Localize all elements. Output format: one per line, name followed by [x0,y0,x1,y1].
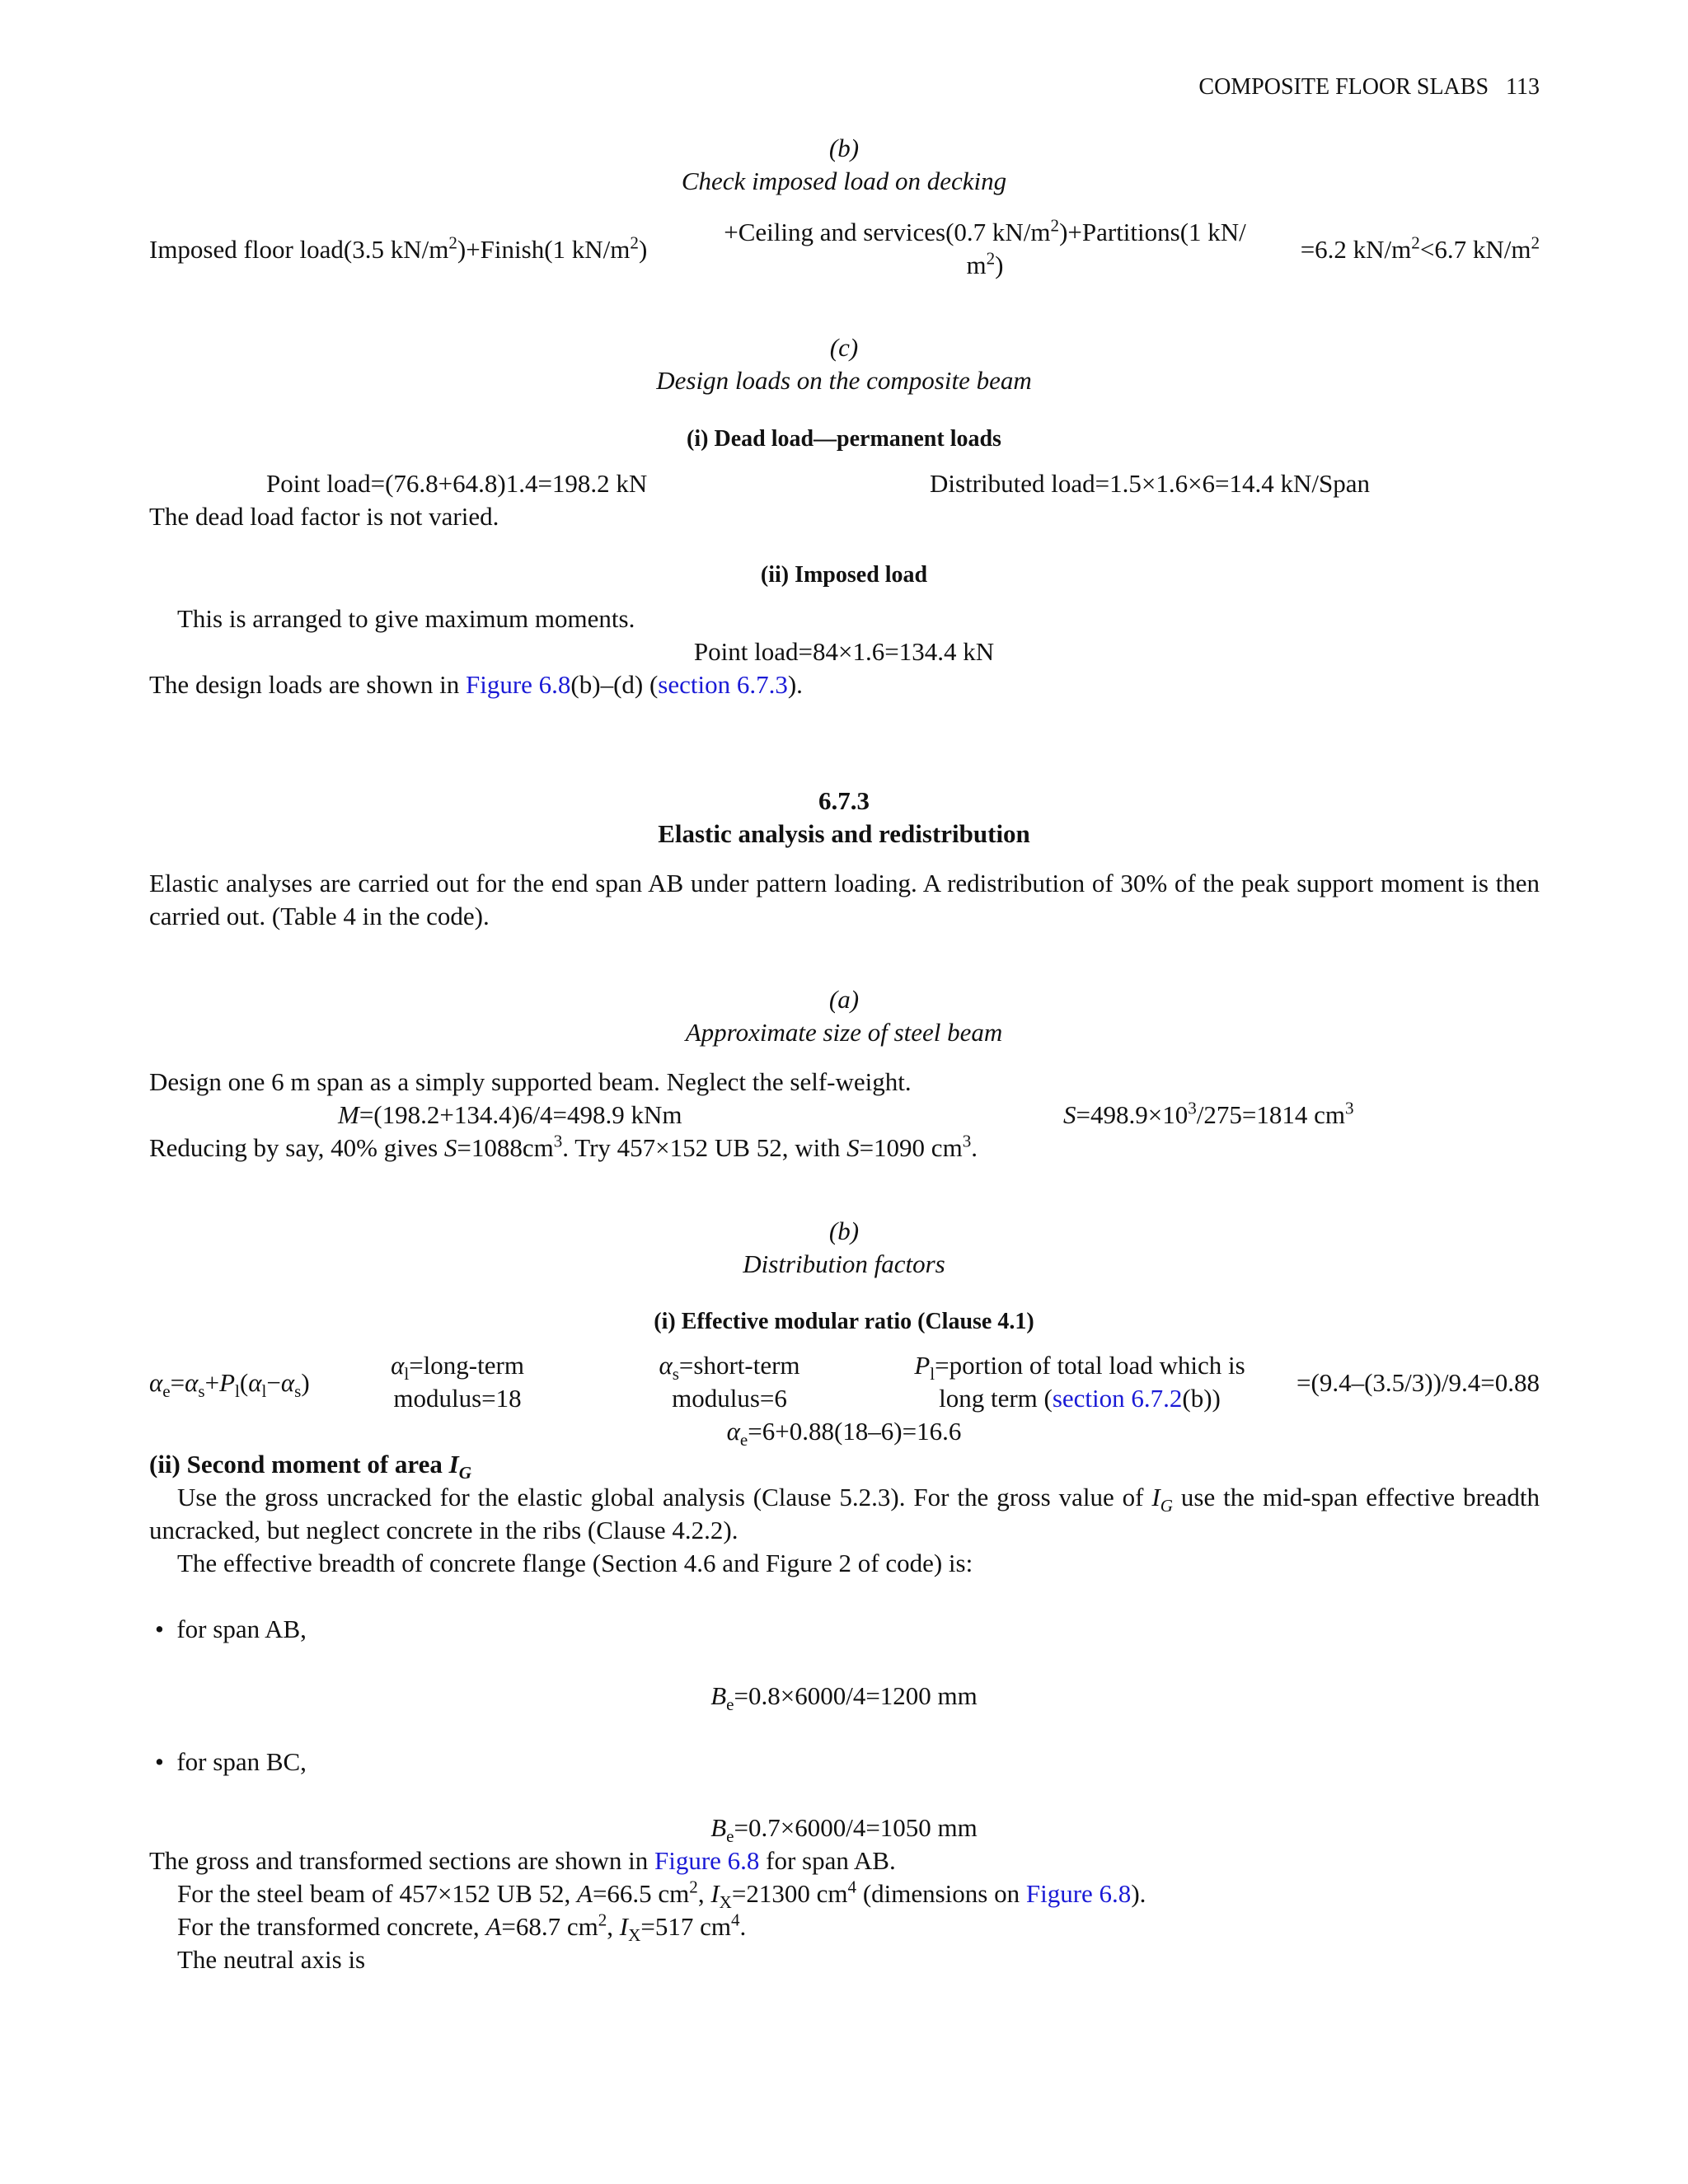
second-moment-g: G [458,1463,471,1483]
section-6-7-2-link[interactable]: section 6.7.2 [1052,1384,1183,1413]
reducing-text-b: =1088cm [457,1133,554,1162]
p-l-line2-a: long term ( [939,1384,1053,1413]
design-loads-text-c: ). [787,670,803,699]
moment-value: =(198.2+134.4)6/4=498.9 kNm [359,1100,682,1129]
conc-text-d: =517 cm [640,1912,731,1941]
alpha-s-var: α [659,1351,673,1380]
col2-sup-1: 2 [1050,215,1060,236]
alpha-e-result-value: =6+0.88(18–6)=16.6 [748,1417,962,1446]
steel-text-e: (dimensions on [856,1879,1026,1908]
p-l-sub: l [930,1364,935,1385]
section-label-b-dist: (b) [828,1216,860,1245]
design-loads-line [149,668,803,701]
alpha-e-result-sub: e [739,1430,748,1451]
alpha-l-text: =long-term [409,1351,524,1380]
moment-equation [338,1099,682,1132]
conc-sup-1: 2 [598,1910,607,1930]
transformed-concrete-line [177,1910,747,1946]
section-title-distribution-factors: Distribution factors [743,1249,945,1278]
steel-i-var: I [710,1879,720,1908]
check-load-col1 [149,233,647,266]
conc-text-b: =68.7 cm [501,1912,598,1941]
neutral-axis-line: The neutral axis is [177,1945,366,1974]
conc-text-e: . [739,1912,747,1941]
bullet-span-bc [155,1746,307,1779]
gross-i: I [1151,1483,1160,1511]
conc-text-a: For the transformed concrete, [177,1912,486,1941]
page-number: 113 [1506,74,1540,100]
gross-text-a: Use the gross uncracked for the elastic global analysis (Clause 5.2.3). For the gross value of [177,1483,1152,1511]
ratio-value: =(9.4–(3.5/3))/9.4=0.88 [1296,1368,1540,1397]
reducing-sup-2: 3 [962,1131,972,1151]
col2-text-a: +Ceiling and services(0.7 kN/m [724,218,1051,246]
be1-var: B [710,1681,727,1710]
steel-text-a: For the steel beam of 457×152 UB 52, [177,1879,577,1908]
reducing-sup-1: 3 [553,1131,563,1151]
alpha-s-text: =short-term [678,1351,800,1380]
gt-text-b: for span AB. [759,1846,896,1875]
design-loads-text-b: (b)–(d) ( [570,670,659,699]
steel-text-b: =66.5 cm [592,1879,690,1908]
alpha-l-line2: modulus=18 [393,1384,522,1413]
steel-a-var: A [577,1879,593,1908]
col3-text-a: =6.2 kN/m [1300,235,1412,264]
design-loads-text-a: The design loads are shown in [149,670,466,699]
gross-g: G [1160,1496,1173,1516]
elastic-analysis-paragraph: Elastic analyses are carried out for the end span AB under pattern loading. A redistribution of 30% of the peak support moment is then carried out. (Table 4 in the code). [149,869,1540,930]
conc-i-var: I [619,1912,629,1941]
formula-p: P [219,1368,236,1397]
second-moment-heading [149,1448,471,1481]
figure-6-8-link-2[interactable]: Figure 6.8 [654,1846,760,1875]
alpha-s-sub: s [672,1364,679,1385]
steel-sup-2: 4 [847,1877,857,1897]
formula-eq: = [170,1368,185,1397]
be-span-ab [0,1680,1688,1713]
check-load-col2 [701,216,1269,282]
steel-text-d: =21300 cm [731,1879,848,1908]
dead-load-note: The dead load factor is not varied. [149,502,499,531]
formula-alpha-1: α [149,1368,163,1397]
formula-open: ( [239,1368,249,1397]
conc-sup-2: 4 [730,1910,740,1930]
reducing-text-d: =1090 cm [859,1133,963,1162]
formula-close: ) [301,1368,310,1397]
reducing-line [149,1132,978,1165]
section-title-elastic-analysis: Elastic analysis and redistribution [658,819,1030,848]
section-number-6-7-3: 6.7.3 [818,786,870,815]
be2-value: =0.7×6000/4=1050 mm [734,1813,978,1842]
dead-distributed-load: Distributed load=1.5×1.6×6=14.4 kN/Span [930,469,1371,498]
bullet-glyph-2: • [155,1747,164,1776]
gross-text-b: use the mid-span effective breadth uncracked, but neglect concrete in the ribs (Clause 4.2.2). [149,1483,1540,1544]
be1-sub: e [726,1694,734,1715]
col2-text-c: m [966,251,987,279]
conc-text-c: , [607,1912,620,1941]
steel-text-f: ). [1131,1879,1146,1908]
second-moment-heading-text: (ii) Second moment of area [149,1450,449,1479]
formula-sub-s-1: s [198,1381,205,1402]
reducing-text-c: . Try 457×152 UB 52, with [562,1133,847,1162]
col2-text-d: ) [995,251,1004,279]
section-6-7-3-link[interactable]: section 6.7.3 [658,670,788,699]
formula-sub-e: e [162,1381,171,1402]
section-title-steel-beam-size: Approximate size of steel beam [685,1018,1003,1047]
p-l-var: P [914,1351,931,1380]
steel-text-c: , [697,1879,711,1908]
alpha-e-result [0,1415,1688,1451]
moment-var: M [338,1100,359,1129]
formula-alpha-3: α [248,1368,262,1397]
dead-point-load: Point load=(76.8+64.8)1.4=198.2 kN [266,469,648,498]
imposed-point-load: Point load=84×1.6=134.4 kN [693,637,995,666]
formula-alpha-4: α [280,1368,295,1397]
reducing-s-var-1: S [443,1133,457,1162]
reducing-text-e: . [971,1133,978,1162]
section-label-b-check: (b) [828,134,860,162]
running-header [1198,71,1540,104]
modulus-text-b: /275=1814 cm [1196,1100,1345,1129]
col3-text-b: <6.7 kN/m [1419,235,1531,264]
col1-text-a: Imposed floor load(3.5 kN/m [149,235,449,264]
be-span-bc [0,1811,1688,1847]
col1-sup-2: 2 [630,232,639,253]
formula-alpha-2: α [185,1368,199,1397]
p-l-definition [890,1349,1269,1415]
alpha-s-line2: modulus=6 [672,1384,787,1413]
section-label-a: (a) [828,985,860,1014]
steel-beam-line [177,1877,1146,1913]
design-span-line: Design one 6 m span as a simply supported beam. Neglect the self-weight. [149,1067,912,1096]
effective-breadth-line: The effective breadth of concrete flange (Section 4.6 and Figure 2 of code) is: [177,1549,973,1577]
alpha-l-definition [354,1349,560,1415]
modulus-sup-1: 3 [1188,1098,1197,1118]
col1-sup-1: 2 [448,232,457,253]
modulus-var: S [1063,1100,1076,1129]
col3-sup-1: 2 [1411,232,1420,253]
alpha-e-formula [149,1366,310,1402]
col1-text-c: ) [638,235,648,264]
formula-minus: − [266,1368,281,1397]
steel-sup-1: 2 [689,1877,698,1897]
p-l-line2-b: (b)) [1182,1384,1221,1413]
second-moment-i: I [448,1450,459,1479]
col3-sup-2: 2 [1531,232,1540,253]
formula-sub-l-2: l [261,1381,267,1402]
modular-ratio-heading: (i) Effective modular ratio (Clause 4.1) [654,1309,1034,1334]
col1-text-b: )+Finish(1 kN/m [457,235,631,264]
imposed-load-heading: (ii) Imposed load [760,562,928,588]
section-title-check-imposed-load: Check imposed load on decking [681,166,1007,195]
bullet-span-ab-text: for span AB, [176,1615,307,1643]
section-title-design-loads: Design loads on the composite beam [656,366,1032,395]
alpha-s-definition [626,1349,832,1415]
gross-uncracked-paragraph [149,1481,1540,1547]
running-title: COMPOSITE FLOOR SLABS [1198,74,1489,100]
formula-plus: + [204,1368,220,1397]
reducing-s-var-2: S [846,1133,860,1162]
figure-6-8-link-3[interactable]: Figure 6.8 [1025,1879,1132,1908]
bullet-glyph-1: • [155,1615,164,1643]
modulus-text-a: =498.9×10 [1076,1100,1189,1129]
bullet-span-bc-text: for span BC, [176,1747,307,1776]
steel-x-sub: X [719,1892,732,1913]
reducing-text-a: Reducing by say, 40% gives [149,1133,444,1162]
gross-transformed-line [149,1844,896,1877]
col2-sup-2: 2 [986,248,996,269]
bullet-span-ab [155,1613,307,1646]
alpha-l-var: α [391,1351,405,1380]
formula-sub-l-1: l [235,1381,240,1402]
be1-value: =0.8×6000/4=1200 mm [734,1681,978,1710]
p-l-text: =portion of total load which is [935,1351,1245,1380]
check-load-col3 [1301,233,1540,266]
modulus-sup-2: 3 [1344,1098,1354,1118]
modulus-equation [1063,1099,1354,1132]
section-label-c: (c) [829,333,859,362]
dead-load-heading: (i) Dead load—permanent loads [687,426,1001,452]
conc-x-sub: X [628,1925,641,1946]
be2-sub: e [726,1826,734,1847]
be2-var: B [710,1813,727,1842]
gt-text-a: The gross and transformed sections are shown in [149,1846,654,1875]
alpha-e-result-var: α [726,1417,740,1446]
conc-a-var: A [485,1912,502,1941]
alpha-l-sub: l [404,1364,410,1385]
formula-sub-s-2: s [294,1381,302,1402]
figure-6-8-link[interactable]: Figure 6.8 [465,670,571,699]
col2-text-b: )+Partitions(1 kN/ [1059,218,1246,246]
imposed-load-paragraph: This is arranged to give maximum moments. [177,604,635,633]
